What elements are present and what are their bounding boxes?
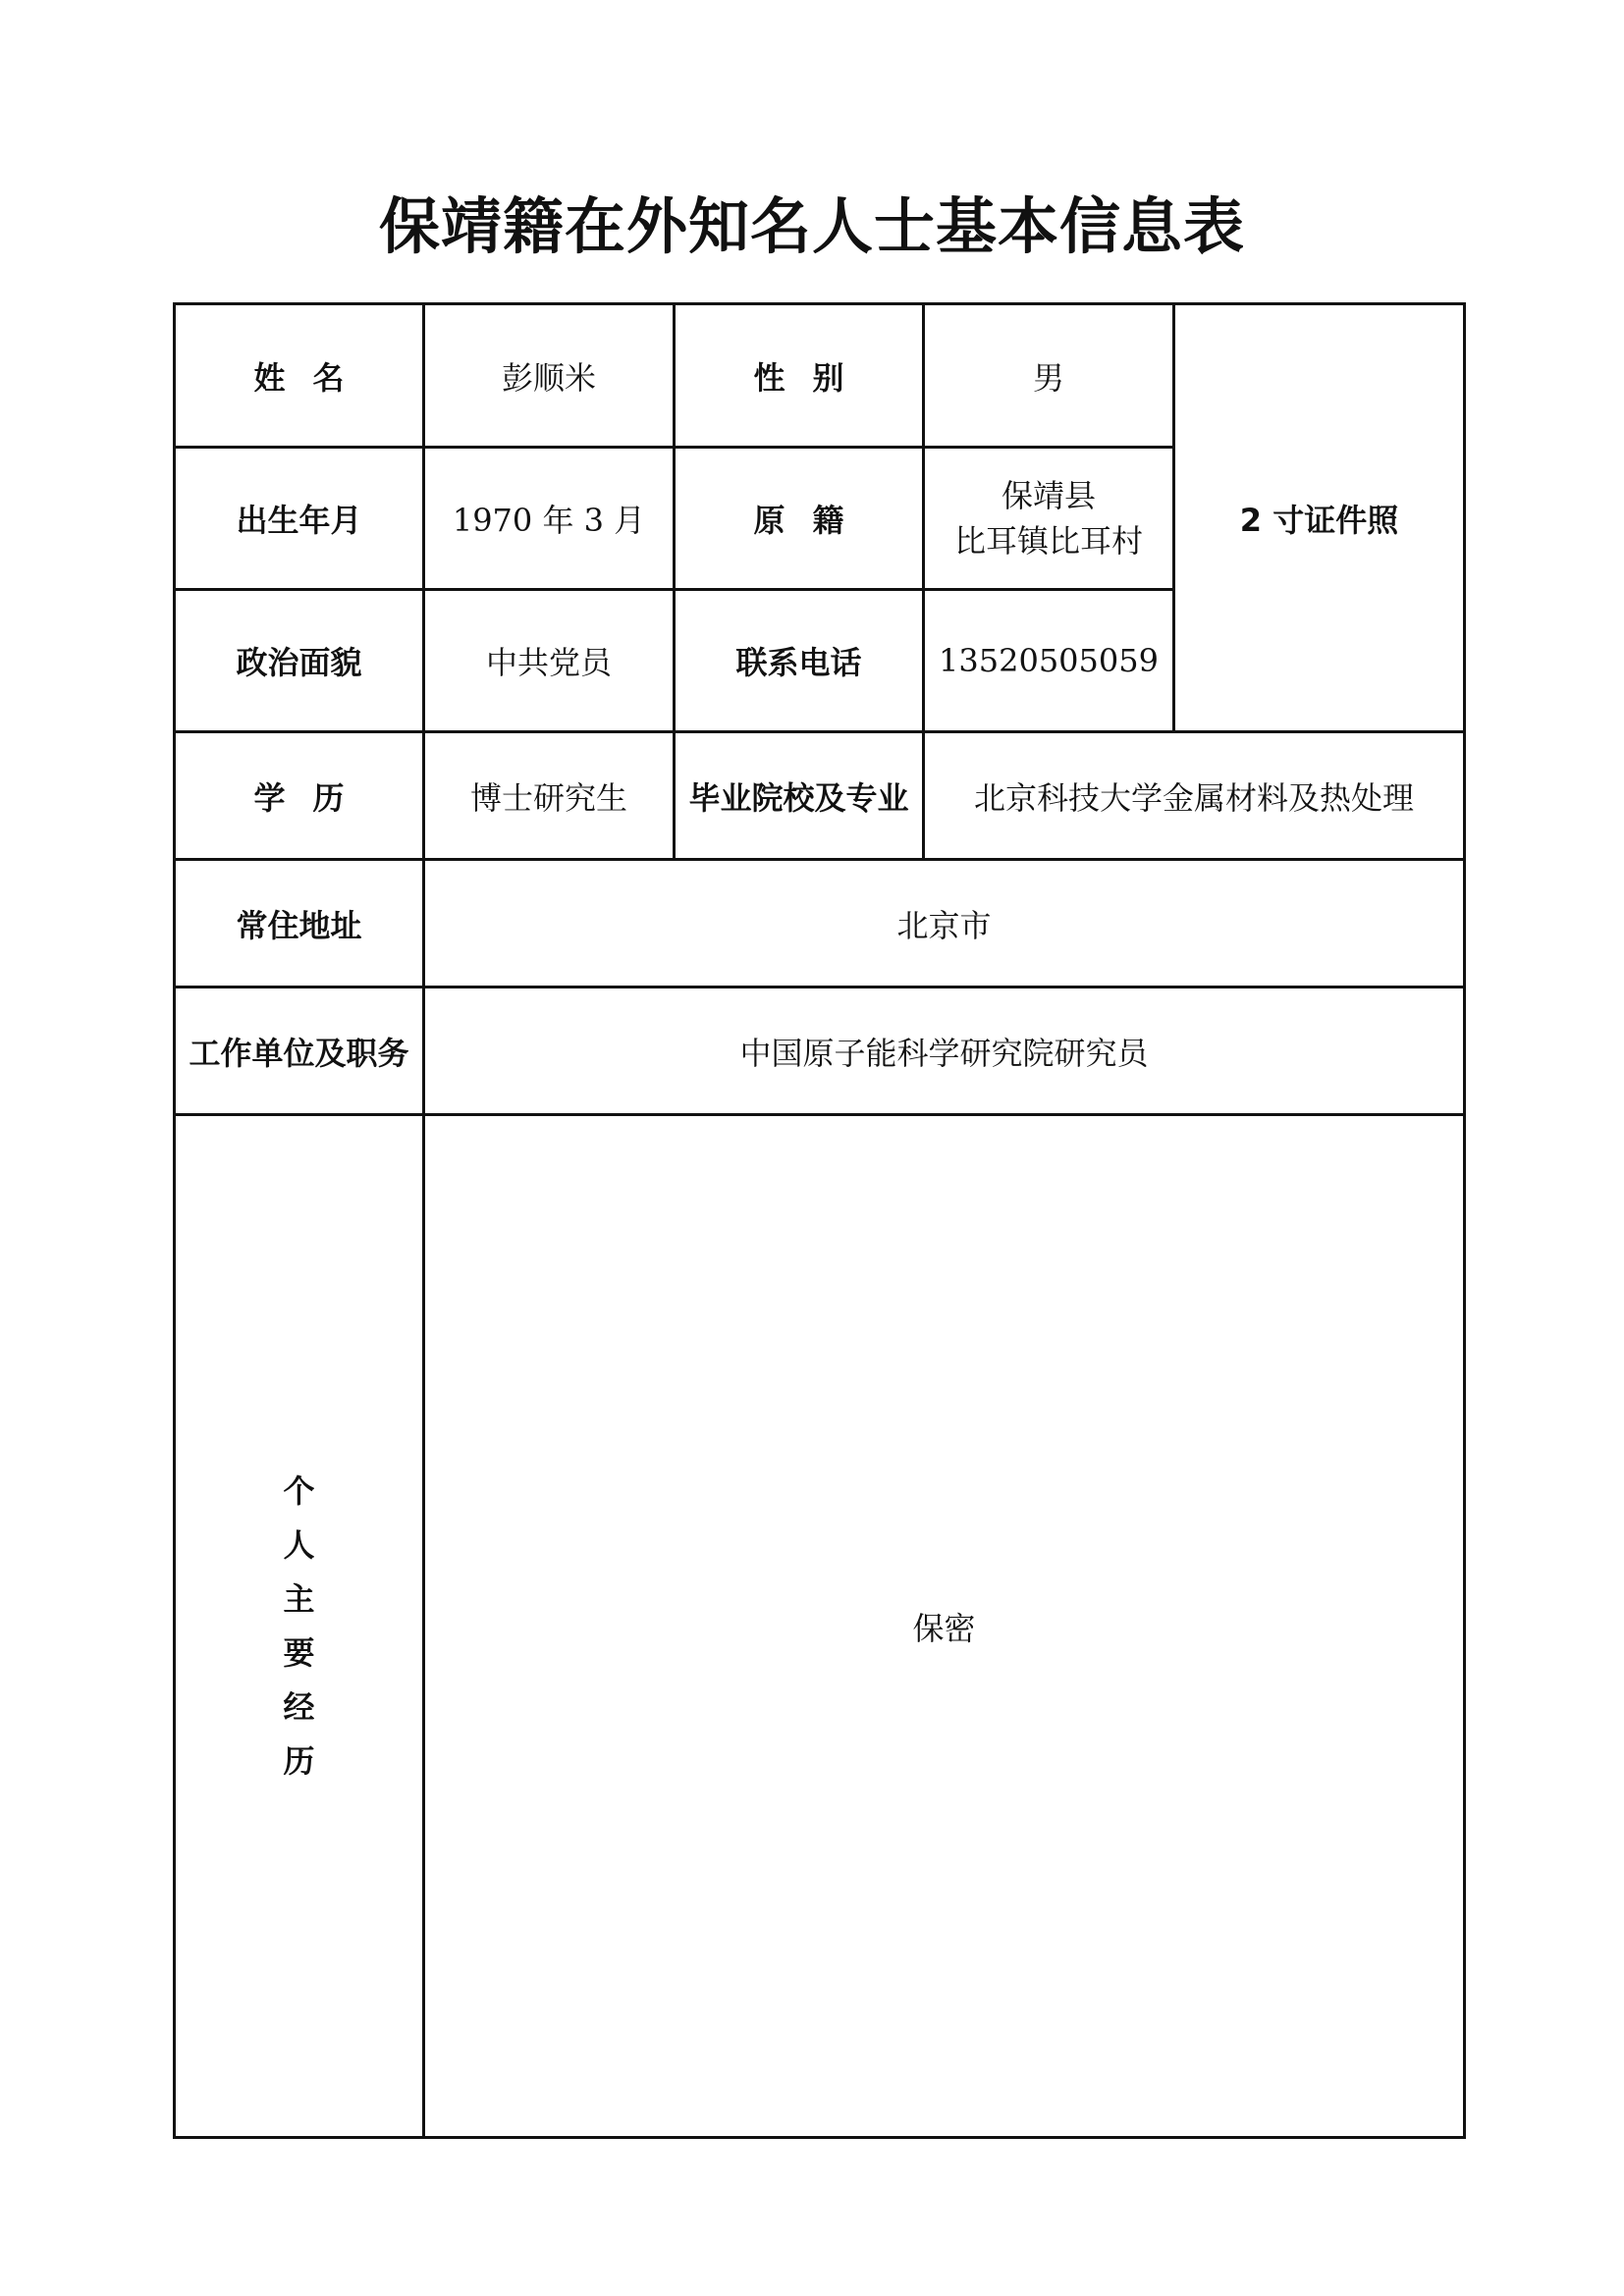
origin-label-cell (675, 448, 924, 590)
photo-placeholder: 2 寸证件照 (1174, 304, 1465, 732)
experience-label (283, 1465, 314, 1789)
experience-label-char: 历 (283, 1741, 315, 1780)
education-value: 博士研究生 (424, 732, 675, 860)
name-label: 姓名 (253, 358, 372, 397)
birth-value: 1970 年 3 月 (424, 448, 675, 590)
address-value: 北京市 (424, 860, 1465, 988)
education-label: 学历 (253, 778, 372, 817)
education-label-cell (175, 732, 424, 860)
gender-label-cell (675, 304, 924, 448)
origin-label: 原籍 (753, 502, 872, 539)
experience-value: 保密 (424, 1115, 1465, 2138)
origin-value-line1: 保靖县 (1001, 477, 1096, 514)
experience-label-char: 人 (283, 1525, 315, 1564)
experience-label-cell (175, 1115, 424, 2138)
school-value: 北京科技大学金属材料及热处理 (924, 732, 1465, 860)
phone-label: 联系电话 (675, 590, 924, 732)
work-value: 中国原子能科学研究院研究员 (424, 988, 1465, 1115)
experience-label-char: 要 (283, 1633, 315, 1672)
experience-label-char: 主 (283, 1579, 315, 1618)
page-title: 保靖籍在外知名人士基本信息表 (378, 190, 1245, 262)
name-label-cell (175, 304, 424, 448)
origin-value-cell (924, 448, 1174, 590)
address-label: 常住地址 (175, 860, 424, 988)
birth-label: 出生年月 (175, 448, 424, 590)
work-label: 工作单位及职务 (175, 988, 424, 1115)
origin-value-line2: 比耳镇比耳村 (953, 522, 1143, 560)
name-value: 彭顺米 (424, 304, 675, 448)
experience-label-char: 个 (283, 1471, 315, 1510)
school-label: 毕业院校及专业 (675, 732, 924, 860)
experience-label-char: 经 (283, 1687, 315, 1726)
phone-value: 13520505059 (924, 590, 1174, 732)
info-table (173, 302, 1466, 2139)
gender-label: 性别 (753, 358, 872, 397)
gender-value: 男 (924, 304, 1174, 448)
political-label: 政治面貌 (175, 590, 424, 732)
political-value: 中共党员 (424, 590, 675, 732)
